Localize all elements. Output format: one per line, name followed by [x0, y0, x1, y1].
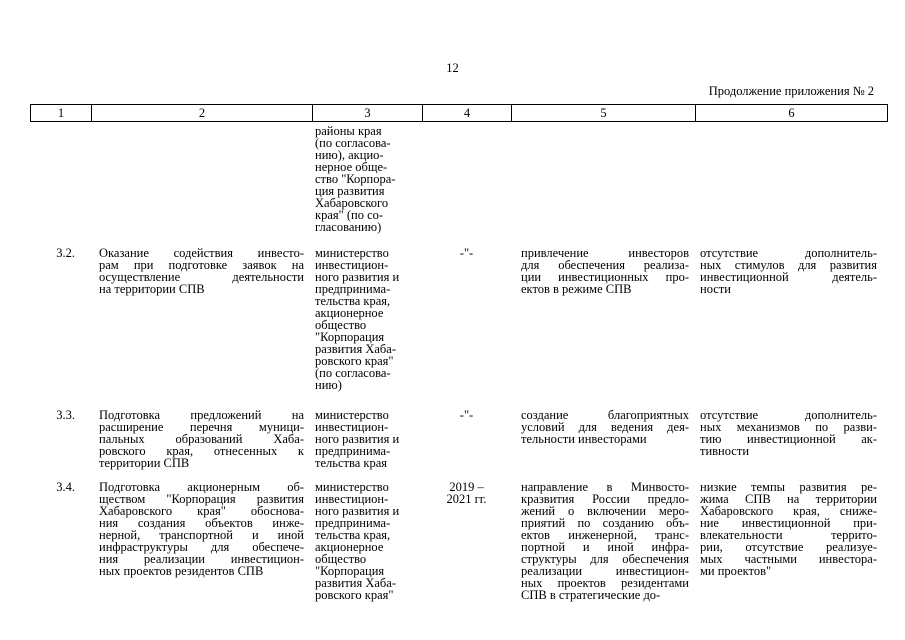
cell-line: ство "Корпора-	[315, 172, 396, 186]
row-deadline	[422, 247, 511, 391]
cell-line: Хабаровского	[315, 196, 389, 210]
row-consequence	[695, 247, 885, 391]
row-action	[91, 481, 312, 601]
header-col-2: 2	[92, 105, 313, 121]
cell-line: ния создания объектов инже-	[99, 516, 304, 530]
cell-line: инфраструктуры для обеспече-	[99, 540, 304, 554]
row-consequence	[695, 125, 885, 233]
cell-line: ровского края"	[315, 588, 394, 602]
row-action	[91, 247, 312, 391]
cell-line: нию), акцио-	[315, 148, 384, 162]
cell-line: ние инвестиционной при-	[700, 516, 877, 530]
row-result	[511, 409, 695, 469]
row-responsible	[312, 125, 422, 233]
table-row	[30, 247, 885, 391]
cell-line: влекательности террито-	[700, 528, 877, 542]
cell-line: Хабаровского края" обоснова-	[99, 504, 304, 518]
row-consequence	[695, 409, 885, 469]
cell-line: ных механизмов по разви-	[700, 420, 877, 434]
cell-line: ектов в режиме СПВ	[521, 282, 632, 296]
row-responsible	[312, 481, 422, 601]
row-deadline	[422, 481, 511, 601]
cell-line: предпринима-	[315, 444, 391, 458]
cell-line: ровского края"	[315, 354, 394, 368]
cell-line: развития Хаба-	[315, 576, 396, 590]
row-number: 3.2.	[56, 246, 75, 260]
cell-line: предпринима-	[315, 516, 391, 530]
cell-line: инвестицион-	[315, 258, 389, 272]
cell-line: жима СПВ на территории	[700, 492, 877, 506]
cell-line: отсутствие дополнитель-	[700, 408, 877, 422]
row-action	[91, 125, 312, 233]
table-row	[30, 125, 885, 233]
cell-line: рии, отсутствие реализуе-	[700, 540, 877, 554]
cell-line: инвестицион-	[315, 420, 389, 434]
cell-line: направление в Минвосто-	[521, 480, 689, 494]
cell-line: нию)	[315, 378, 342, 392]
header-col-1: 1	[31, 105, 92, 121]
cell-line: пальных образований Хаба-	[99, 432, 304, 446]
cell-line: тельства края,	[315, 528, 391, 542]
row-deadline	[422, 409, 511, 469]
cell-line: -"-	[459, 246, 474, 260]
cell-line: ния реализации инвестицион-	[99, 552, 304, 566]
row-responsible	[312, 247, 422, 391]
header-col-4: 4	[423, 105, 512, 121]
cell-line: предпринима-	[315, 282, 391, 296]
cell-line: тельства края,	[315, 294, 391, 308]
cell-line: гласованию)	[315, 220, 382, 234]
cell-line: "Корпорация	[315, 330, 385, 344]
row-action	[91, 409, 312, 469]
cell-line: структуры для обеспечения	[521, 552, 689, 566]
row-consequence	[695, 481, 885, 601]
cell-line: тельства края	[315, 456, 387, 470]
table-header	[30, 104, 888, 122]
cell-line: для обеспечения реализа-	[521, 258, 689, 272]
continuation-note: Продолжение приложения № 2	[708, 84, 874, 98]
cell-line: тию инвестиционной ак-	[700, 432, 877, 446]
row-result	[511, 125, 695, 233]
header-col-3: 3	[313, 105, 423, 121]
cell-line: ми проектов"	[700, 564, 772, 578]
cell-line: общество	[315, 552, 367, 566]
cell-line: районы края	[315, 124, 382, 138]
cell-line: приятий по созданию объ-	[521, 516, 689, 530]
cell-line: нерное обще-	[315, 160, 388, 174]
cell-line: тельности инвесторами	[521, 432, 647, 446]
cell-line: ного развития и	[315, 504, 400, 518]
cell-line: ции инвестиционных про-	[521, 270, 689, 284]
cell-line: Хабаровского края, сниже-	[700, 504, 877, 518]
table-row	[30, 481, 885, 601]
cell-line: акционерное	[315, 540, 384, 554]
header-col-6: 6	[788, 106, 795, 120]
cell-line: мых частными инвестора-	[700, 552, 877, 566]
cell-line: развития Хаба-	[315, 342, 396, 356]
cell-line: инвестиционной деятель-	[700, 270, 877, 284]
table-row	[30, 409, 885, 469]
row-result	[511, 481, 695, 601]
row-number: 3.3.	[56, 408, 75, 422]
cell-line: министерство	[315, 480, 389, 494]
cell-line: ция развития	[315, 184, 385, 198]
cell-line: расширение перечня муници-	[99, 420, 304, 434]
cell-line: СПВ в стратегические до-	[521, 588, 661, 602]
cell-line: портной и иной инфра-	[521, 540, 689, 554]
cell-line: "Корпорация	[315, 564, 385, 578]
cell-line: ектов инженерной, транс-	[521, 528, 689, 542]
cell-line: министерство	[315, 246, 389, 260]
cell-line: Подготовка акционерным об-	[99, 480, 304, 494]
cell-line: ного развития и	[315, 270, 400, 284]
row-number: 3.4.	[56, 480, 75, 494]
cell-line: на территории СПВ	[99, 282, 205, 296]
cell-line: рам при подготовке заявок на	[99, 258, 304, 272]
cell-line: (по согласова-	[315, 366, 391, 380]
cell-line: ных проектов резидентов СПВ	[99, 564, 264, 578]
page-number: 12	[446, 61, 459, 75]
cell-line: Оказание содействия инвесто-	[99, 246, 304, 260]
cell-line: ровского края, отнесенных к	[99, 444, 304, 458]
cell-line: -"-	[459, 408, 474, 422]
cell-line: создание благоприятных	[521, 408, 689, 422]
cell-line: ных стимулов для развития	[700, 258, 877, 272]
cell-line: общество	[315, 318, 367, 332]
row-responsible	[312, 409, 422, 469]
cell-line: отсутствие дополнитель-	[700, 246, 877, 260]
header-col-5: 5	[512, 105, 696, 121]
cell-line: акционерное	[315, 306, 384, 320]
cell-line: низкие темпы развития ре-	[700, 480, 877, 494]
cell-line: края" (по со-	[315, 208, 384, 222]
cell-line: нерной, транспортной и иной	[99, 528, 304, 542]
cell-line: ного развития и	[315, 432, 400, 446]
cell-line: ных проектов резидентами	[521, 576, 689, 590]
cell-line: осуществление деятельности	[99, 270, 304, 284]
cell-line: 2019 –	[449, 480, 484, 494]
row-number	[30, 125, 91, 233]
cell-line: ности	[700, 282, 731, 296]
cell-line: Подготовка предложений на	[99, 408, 304, 422]
cell-line: территории СПВ	[99, 456, 190, 470]
cell-line: кразвития России предло-	[521, 492, 689, 506]
cell-line: ществом "Корпорация развития	[99, 492, 304, 506]
cell-line: реализации инвестицион-	[521, 564, 689, 578]
cell-line: министерство	[315, 408, 389, 422]
cell-line: 2021 гг.	[446, 492, 487, 506]
cell-line: тивности	[700, 444, 750, 458]
cell-line: привлечение инвесторов	[521, 246, 689, 260]
row-result	[511, 247, 695, 391]
row-deadline	[422, 125, 511, 233]
cell-line: условий для ведения дея-	[521, 420, 689, 434]
cell-line: инвестицион-	[315, 492, 389, 506]
cell-line: (по согласова-	[315, 136, 391, 150]
cell-line: жений о включении меро-	[521, 504, 689, 518]
